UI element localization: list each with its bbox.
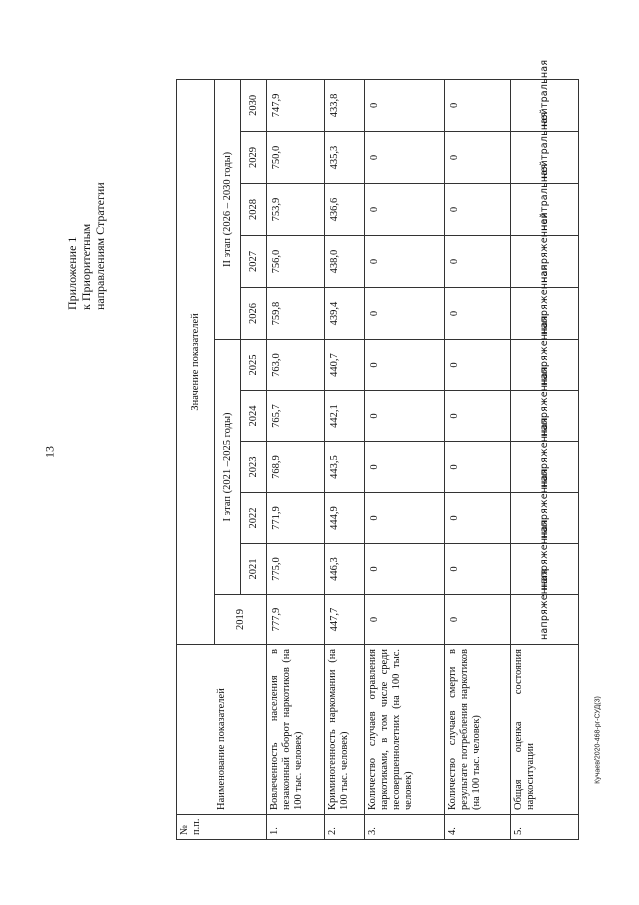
row-number: 3. <box>365 815 445 840</box>
value-cell: 777,9 <box>267 595 325 645</box>
status-cell: напряженная <box>511 391 579 442</box>
value-cell: 446,3 <box>325 544 365 595</box>
value-cell: 775,0 <box>267 544 325 595</box>
status-cell: нейтральная <box>511 132 579 184</box>
status-cell: напряженная <box>511 493 579 544</box>
year-header: 2030 <box>241 79 267 131</box>
value-cell: 443,5 <box>325 442 365 493</box>
value-cell: 0 <box>365 132 445 184</box>
year-header: 2024 <box>241 391 267 442</box>
page-number: 13 <box>42 446 57 458</box>
value-cell: 750,0 <box>267 132 325 184</box>
value-cell: 0 <box>445 236 511 288</box>
value-cell: 0 <box>445 493 511 544</box>
value-cell: 439,4 <box>325 288 365 340</box>
col-num-header: № п.п. <box>177 815 267 840</box>
row-number: 1. <box>267 815 325 840</box>
value-cell: 438,0 <box>325 236 365 288</box>
value-cell: 765,7 <box>267 391 325 442</box>
stage1-header: I этап (2021 –2025 годы) <box>215 340 241 595</box>
value-cell: 0 <box>445 132 511 184</box>
value-cell: 0 <box>365 442 445 493</box>
value-cell: 0 <box>365 79 445 131</box>
table-row <box>365 79 445 839</box>
attachment-line-1: Приложение 1 <box>65 236 79 310</box>
indicator-name: Количество случаев отравления наркотиками, в том числе среди несовершеннолетних (на 100 тыс. человек) <box>365 645 445 815</box>
row-number: 2. <box>325 815 365 840</box>
status-cell: напряженная <box>511 340 579 391</box>
table-row <box>445 79 511 839</box>
value-cell: 756,0 <box>267 236 325 288</box>
value-cell: 0 <box>365 340 445 391</box>
year-header: 2023 <box>241 442 267 493</box>
status-cell: напряженная <box>511 595 579 645</box>
value-cell: 0 <box>445 288 511 340</box>
status-cell: нейтральная <box>511 184 579 236</box>
status-cell: напряженная <box>511 288 579 340</box>
value-cell: 0 <box>365 236 445 288</box>
value-cell: 768,9 <box>267 442 325 493</box>
indicator-name: Общая оценка состояния наркоситуации <box>511 645 579 815</box>
value-cell: 753,9 <box>267 184 325 236</box>
value-cell: 447,7 <box>325 595 365 645</box>
status-cell: напряженная <box>511 236 579 288</box>
indicator-name: Криминогенность наркомании (на 100 тыс. человек) <box>325 645 365 815</box>
indicators-table-container <box>176 59 578 840</box>
attachment-line-3: направлениям Стратегии <box>93 182 107 310</box>
attachment-line-2: к Приоритетным <box>79 223 93 310</box>
value-cell: 440,7 <box>325 340 365 391</box>
value-cell: 0 <box>365 544 445 595</box>
year-header: 2028 <box>241 184 267 236</box>
value-cell: 0 <box>445 595 511 645</box>
indicator-name: Количество случаев смерти в результате потребления наркотиков (на 100 тыс. человек) <box>445 645 511 815</box>
value-cell: 747,9 <box>267 79 325 131</box>
row-number: 4. <box>445 815 511 840</box>
year-header: 2025 <box>241 340 267 391</box>
stage2-header: II этап (2026 – 2030 годы) <box>215 79 241 339</box>
indicator-name: Вовлеченность населения в незаконный оборот наркотиков (на 100 тыс. человек) <box>267 645 325 815</box>
value-cell: 0 <box>445 391 511 442</box>
table-row <box>325 79 365 839</box>
value-cell: 433,8 <box>325 79 365 131</box>
year-header: 2029 <box>241 132 267 184</box>
values-header: Значение показателей <box>177 79 215 644</box>
year-header: 2026 <box>241 288 267 340</box>
status-cell: напряженная <box>511 442 579 493</box>
table-row <box>511 79 579 839</box>
value-cell: 436,6 <box>325 184 365 236</box>
value-cell: 435,3 <box>325 132 365 184</box>
value-cell: 0 <box>445 340 511 391</box>
year-header: 2022 <box>241 493 267 544</box>
attachment-heading <box>65 100 107 310</box>
value-cell: 0 <box>445 184 511 236</box>
value-cell: 444,9 <box>325 493 365 544</box>
status-cell: напряженная <box>511 544 579 595</box>
table-row <box>267 79 325 839</box>
col-name-header: Наименование показателей <box>177 645 267 815</box>
indicators-table <box>176 59 579 840</box>
value-cell: 763,0 <box>267 340 325 391</box>
value-cell: 759,8 <box>267 288 325 340</box>
value-cell: 0 <box>365 184 445 236</box>
status-cell: нейтральная <box>511 79 579 131</box>
year-2019-header: 2019 <box>215 595 267 645</box>
value-cell: 0 <box>365 288 445 340</box>
year-header: 2021 <box>241 544 267 595</box>
value-cell: 0 <box>445 544 511 595</box>
value-cell: 771,9 <box>267 493 325 544</box>
value-cell: 0 <box>365 493 445 544</box>
value-cell: 442,1 <box>325 391 365 442</box>
value-cell: 0 <box>365 391 445 442</box>
row-number: 5. <box>511 815 579 840</box>
year-header: 2027 <box>241 236 267 288</box>
document-code: Кучаев/2020-468-рг-СУД(3) <box>594 696 602 784</box>
value-cell: 0 <box>365 595 445 645</box>
value-cell: 0 <box>445 442 511 493</box>
value-cell: 0 <box>445 79 511 131</box>
